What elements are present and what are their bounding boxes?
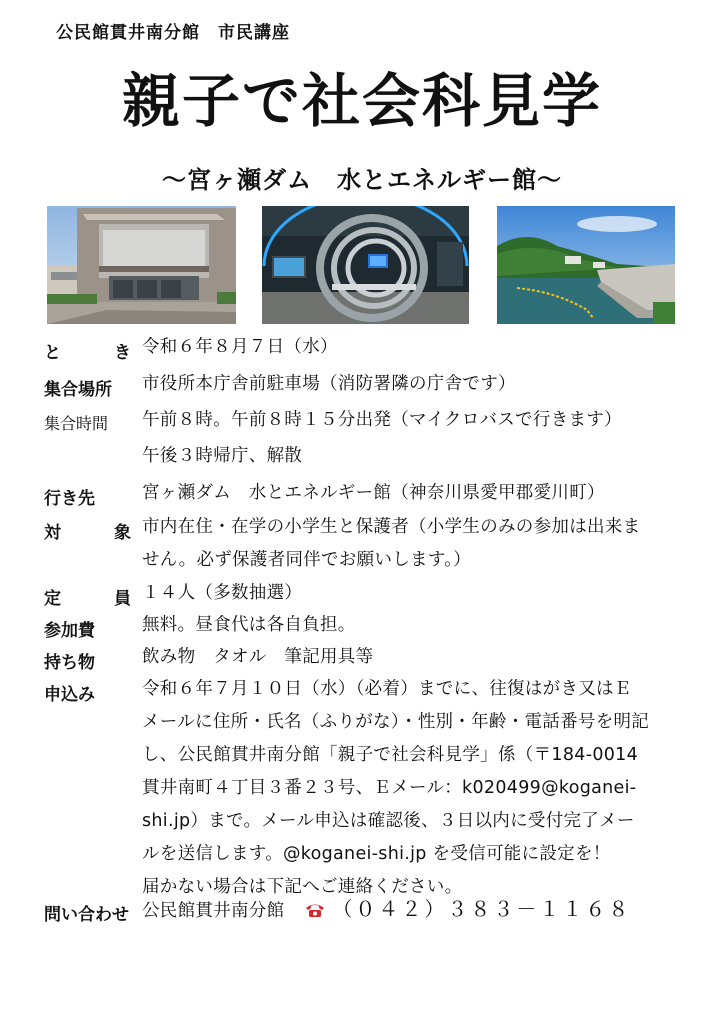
items-label: 持ち物 <box>44 653 95 673</box>
exhibit-hall-photo <box>262 206 469 324</box>
application-line: shi.jp）まで。メール申込は確認後、３日以内に受付完了メー <box>142 811 635 831</box>
organizer-heading: 公民館貫井南分館 市民講座 <box>56 23 290 43</box>
target-value <box>142 511 687 577</box>
fee-label: 参加費 <box>44 621 95 641</box>
meeting-time-line-2: 午後３時帰庁、解散 <box>142 446 303 466</box>
target-line-1: 市内在住・在学の小学生と保護者（小学生のみの参加は出来ま <box>142 517 641 537</box>
capacity-label: 定 員 <box>44 589 149 609</box>
application-line: メールに住所・氏名（ふりがな）・性別・年齢・電話番号を明記 <box>142 712 650 732</box>
application-line: し、公民館貫井南分館「親子で社会科見学」係（〒184-0014 <box>142 745 639 765</box>
target-line-2: せん。必ず保護者同伴でお願いします。） <box>142 550 472 570</box>
page-title: 親子で社会科見学 <box>121 67 602 135</box>
dam-lake-photo <box>497 206 675 324</box>
building-exterior-photo <box>47 206 236 324</box>
when-value: 令和６年８月７日（水） <box>142 337 338 357</box>
capacity-value: １４人（多数抽選） <box>142 583 303 603</box>
contact-phone: （０４２）３８３－１１６８ <box>332 897 632 921</box>
application-line: ルを送信します。@koganei-shi.jp を受信可能に設定を！ <box>142 844 611 864</box>
application-line: 貫井南町４丁目３番２３号、Ｅメール：k020499@koganei- <box>142 778 637 798</box>
application-value <box>142 673 687 904</box>
destination-value: 宮ヶ瀬ダム 水とエネルギー館（神奈川県愛甲郡愛川町） <box>142 483 605 503</box>
contact-org: 公民館貫井南分館 <box>142 901 285 921</box>
destination-label: 行き先 <box>44 489 95 509</box>
meeting-time-value <box>142 404 687 473</box>
items-value: 飲み物 タオル 筆記用具等 <box>142 647 374 667</box>
meeting-time-label: 集合時間 <box>44 414 109 433</box>
fee-value: 無料。昼食代は各自負担。 <box>142 615 356 635</box>
page-subtitle: ～宮ヶ瀬ダム 水とエネルギー館～ <box>162 166 562 194</box>
application-line: 令和６年７月１０日（水）（必着）までに、往復はがき又はＥ <box>142 679 632 699</box>
meeting-time-line-1: 午前８時。午前８時１５分出発（マイクロバスで行きます） <box>142 410 622 430</box>
contact-label: 問い合わせ <box>44 905 129 925</box>
contact-value <box>142 893 687 928</box>
target-label: 対 象 <box>44 523 149 543</box>
when-label: と き <box>44 343 149 363</box>
application-label: 申込み <box>44 685 95 705</box>
application-line: 届かない場合は下記へご連絡ください。 <box>142 877 463 897</box>
meeting-place-label: 集合場所 <box>44 380 112 400</box>
telephone-icon <box>304 902 326 918</box>
meeting-place-value: 市役所本庁舎前駐車場（消防署隣の庁舎です） <box>142 374 516 394</box>
